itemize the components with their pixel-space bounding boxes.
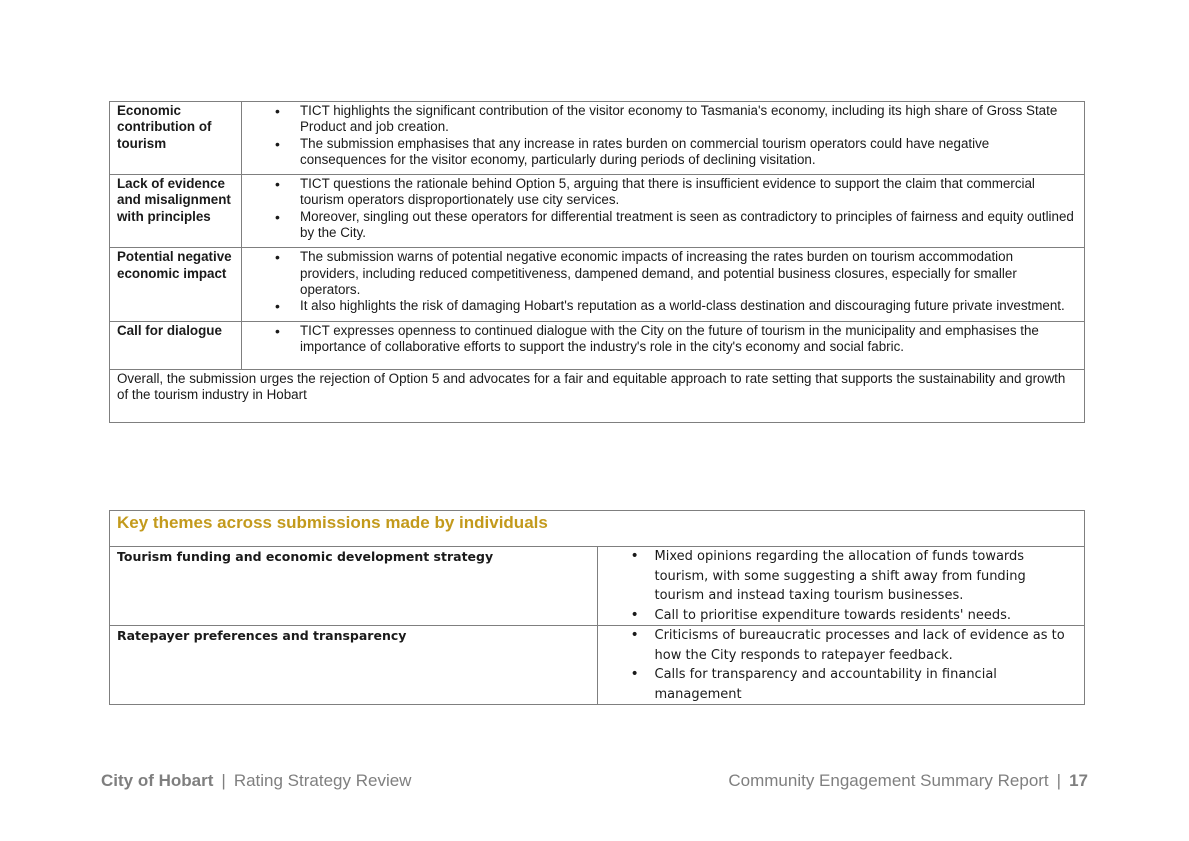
bullet-list: [242, 323, 1074, 356]
footer-left: [101, 770, 411, 792]
bullet-list: [242, 103, 1074, 168]
footer-org: City of Hobart: [101, 771, 214, 790]
list-item: • The submission emphasises that any increase in rates burden on commercial tourism operators could have negative consequences for the visitor economy, particularly during periods of declining visitation.: [300, 136, 1074, 169]
footer-report: Community Engagement Summary Report: [728, 771, 1049, 790]
row-content: [242, 102, 1085, 175]
row-content: [242, 248, 1085, 321]
tict-submission-table: [109, 101, 1085, 423]
table-header-row: [110, 511, 1085, 547]
bullet-list: [242, 249, 1074, 314]
table-row: [110, 175, 1085, 248]
list-item: • The submission warns of potential negative economic impacts of increasing the rates burden on tourism accommodation providers, including reduced competitiveness, dampened demand, and potential business closures, especially for smaller operators.: [300, 249, 1074, 298]
footer-separator: |: [221, 771, 226, 790]
list-item: • Calls for transparency and accountability in financial management: [655, 665, 1075, 704]
bullet-list: [598, 547, 1075, 625]
row-label: Ratepayer preferences and transparency: [110, 626, 598, 705]
table-row: [110, 321, 1085, 370]
table-row: [110, 626, 1085, 705]
row-content: [597, 626, 1085, 705]
list-item: • Mixed opinions regarding the allocation of funds towards tourism, with some suggesting a shift away from funding tourism and instead taxing tourism businesses.: [655, 547, 1075, 606]
list-item: • Call to prioritise expenditure towards residents' needs.: [655, 606, 1075, 626]
bullet-list: [598, 626, 1075, 704]
footer-separator: |: [1056, 771, 1062, 790]
row-label: Potential negative economic impact: [110, 248, 242, 321]
row-content: [242, 175, 1085, 248]
summary-text: Overall, the submission urges the rejection of Option 5 and advocates for a fair and equitable approach to rate setting that supports the sustainability and growth of the tourism industry in Hobart: [110, 370, 1085, 423]
table-row: [110, 248, 1085, 321]
list-item: • TICT highlights the significant contribution of the visitor economy to Tasmania's economy, including its high share of Gross State Product and job creation.: [300, 103, 1074, 136]
summary-row: [110, 370, 1085, 423]
table-row: [110, 547, 1085, 626]
list-item: • Moreover, singling out these operators for differential treatment is seen as contradictory to principles of fairness and equity outlined by the City.: [300, 209, 1074, 242]
row-label: Call for dialogue: [110, 321, 242, 370]
row-content: [597, 547, 1085, 626]
section-title: Key themes across submissions made by individuals: [117, 513, 548, 532]
footer-project: Rating Strategy Review: [233, 771, 412, 790]
list-item: • TICT questions the rationale behind Option 5, arguing that there is insufficient evidence to support the claim that commercial tourism operators disproportionately use city services.: [300, 176, 1074, 209]
row-label: Economic contribution of tourism: [110, 102, 242, 175]
list-item: • TICT expresses openness to continued dialogue with the City on the future of tourism in the municipality and emphasises the importance of collaborative efforts to support the industry's role in the city's economy and social fabric.: [300, 323, 1074, 356]
individuals-themes-table: [109, 510, 1085, 705]
list-item: • It also highlights the risk of damaging Hobart's reputation as a world-class destination and discouraging future private investment.: [300, 298, 1074, 314]
list-item: • Criticisms of bureaucratic processes and lack of evidence as to how the City responds to ratepayer feedback.: [655, 626, 1075, 665]
table-row: [110, 102, 1085, 175]
page-number: 17: [1069, 771, 1088, 790]
row-label: Lack of evidence and misalignment with principles: [110, 175, 242, 248]
bullet-list: [242, 176, 1074, 241]
row-content: [242, 321, 1085, 370]
row-label: Tourism funding and economic development strategy: [110, 547, 598, 626]
footer-right: [728, 770, 1088, 792]
